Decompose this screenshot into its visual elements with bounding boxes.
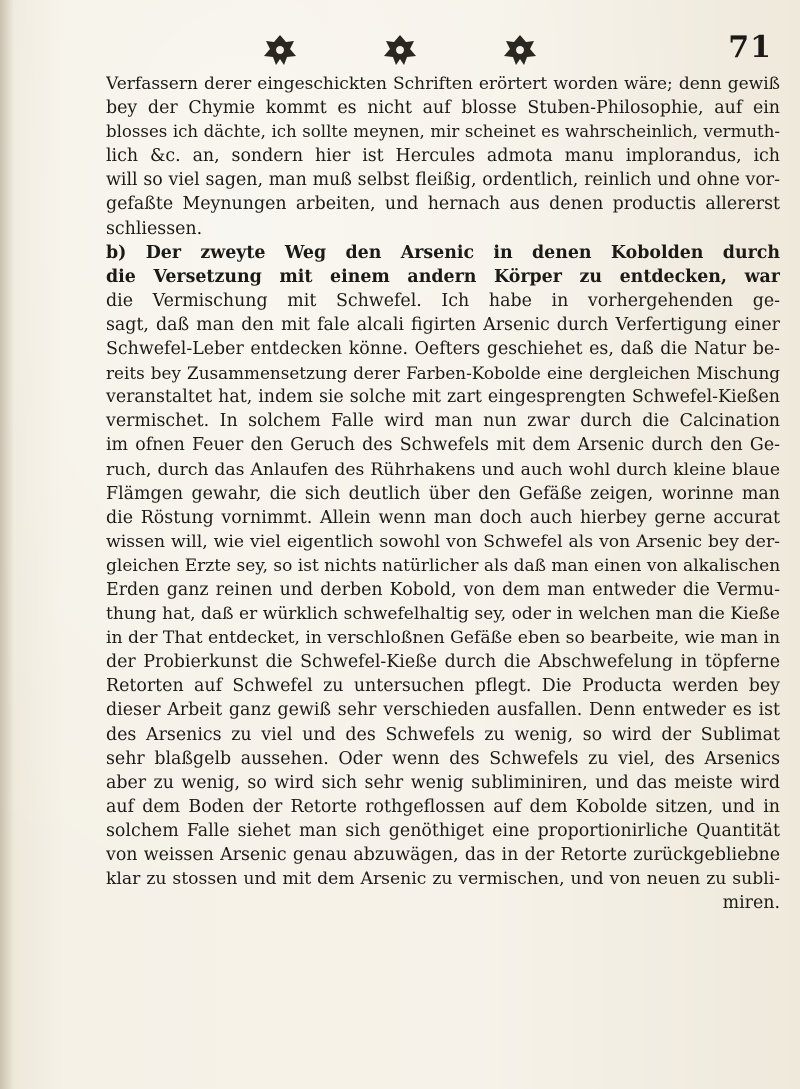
text-line: lich &c. an, sondern hier ist Hercules admota manu implorandus, ich [106,146,780,167]
section-heading-line: die Vermischung mit Schwefel. Ich habe in vorhergehenden ge- [106,290,780,311]
text-line: klar zu stossen und mit dem Arsenic zu vermischen, und von neuen zu subli- [106,869,780,890]
body-text [106,72,780,1072]
text-line: in der That entdecket, in verschloßnen Gefäße eben so bearbeite, wie man in [106,628,780,649]
binding-edge [0,0,14,1089]
text-line: gleichen Erzte sey, so ist nichts natürlicher als daß man einen von alkalischen [106,555,780,576]
text-line: Flämgen gewahr, die sich deutlich über den Gefäße zeigen, worinne man [106,483,780,504]
ornament-icon [380,32,420,68]
text-line: Schwefel-Leber entdecken könne. Oefters geschiehet es, daß die Natur be- [106,339,780,360]
text-line: des Arsenics zu viel und des Schwefels zu wenig, so wird der Sublimat [106,724,780,745]
text-line: im ofnen Feuer den Geruch des Schwefels mit dem Arsenic durch den Ge- [106,435,780,456]
text-line: will so viel sagen, man muß selbst fleißig, ordentlich, reinlich und ohne vor- [106,170,780,191]
page-header [0,20,800,80]
text-line: thung hat, daß er würklich schwefelhaltig sey, oder in welchen man die Kieße [106,604,780,625]
ornament-icon [260,32,300,68]
page-number: 71 [728,30,772,65]
text-line: sehr blaßgelb aussehen. Oder wenn des Schwefels zu viel, des Arsenics [106,748,780,769]
text-line: Retorten auf Schwefel zu untersuchen pflegt. Die Producta werden bey [106,676,780,697]
text-line: auf dem Boden der Retorte rothgeflossen auf dem Kobolde sitzen, und in [106,796,780,817]
text-line: Erden ganz reinen und derben Kobold, von dem man entweder die Vermu- [106,579,780,600]
text-line: die Röstung vornimmt. Allein wenn man doch auch hierbey gerne accurat [106,507,780,528]
text-line: schliessen. [106,218,203,239]
text-line: bey der Chymie kommt es nicht auf blosse Stuben-Philosophie, auf ein [106,98,780,119]
text-line: dieser Arbeit ganz gewiß sehr verschieden ausfallen. Denn entweder es ist [106,700,780,721]
text-line: vermischet. In solchem Falle wird man nun zwar durch die Calcination [106,411,780,432]
text-line: solchem Falle siehet man sich genöthiget eine proportionirliche Quantität [106,820,780,841]
ornament-row [260,28,540,72]
catchword-line: miren. [722,893,780,914]
ornament-icon [500,32,540,68]
text-line: gefaßte Meynungen arbeiten, und hernach aus denen productis allererst [106,194,780,215]
text-line: von weissen Arsenic genau abzuwägen, das in der Retorte zurückgebliebne [106,845,780,865]
text-line: der Probierkunst die Schwefel-Kieße durch die Abschwefelung in töpferne [106,652,780,673]
text-line: ruch, durch das Anlaufen des Rührhakens und auch wohl durch kleine blaue [106,459,780,480]
section-heading-line: die Versetzung mit einem andern Körper zu entdecken, war [106,266,780,287]
text-line: blosses ich dächte, ich sollte meynen, mir scheinet es wahrscheinlich, vermuth- [106,122,780,142]
text-line: Verfassern derer eingeschickten Schriften erörtert worden wäre; denn gewiß [106,74,780,94]
text-line: sagt, daß man den mit fale alcali figirten Arsenic durch Verfertigung einer [106,314,780,335]
text-line: reits bey Zusammensetzung derer Farben-Kobolde eine dergleichen Mischung [106,363,780,384]
text-line: veranstaltet hat, indem sie solche mit zart eingesprengten Schwefel-Kießen [106,387,780,408]
text-line: wissen will, wie viel eigentlich sowohl von Schwefel als von Arsenic bey der- [106,531,780,552]
section-heading-line: b) Der zweyte Weg den Arsenic in denen Kobolden durch [106,242,780,263]
text-line: aber zu wenig, so wird sich sehr wenig subliminiren, und das meiste wird [106,772,780,793]
